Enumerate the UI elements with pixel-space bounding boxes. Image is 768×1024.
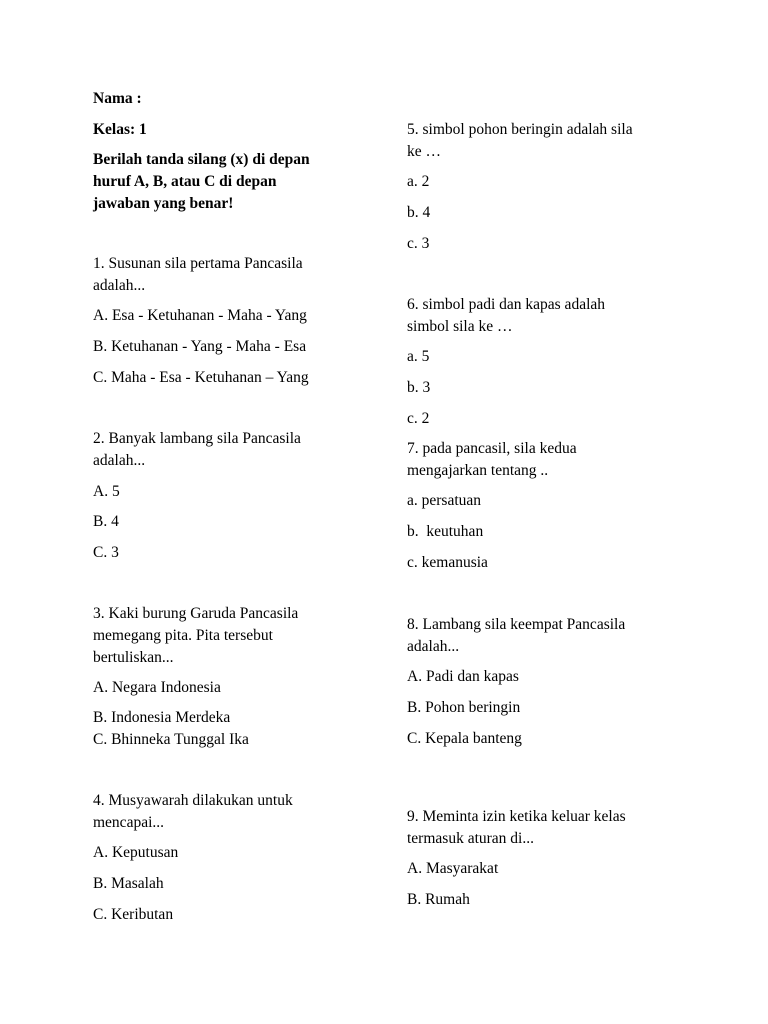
- question-2-option-b: B. 4: [93, 513, 119, 530]
- nama-label: Nama :: [93, 90, 142, 107]
- question-6-text: 6. simbol padi dan kapas adalah: [407, 296, 606, 313]
- question-3-option-b: B. Indonesia Merdeka: [93, 709, 231, 726]
- question-3-text: memegang pita. Pita tersebut: [93, 627, 273, 644]
- kelas-label: Kelas: 1: [93, 121, 147, 138]
- question-3-option-c: C. Bhinneka Tunggal Ika: [93, 731, 249, 748]
- question-7-text: mengajarkan tentang ..: [407, 462, 549, 479]
- question-6-option-c: c. 2: [407, 410, 430, 427]
- question-4-text: mencapai...: [93, 814, 165, 831]
- question-8-option-b: B. Pohon beringin: [407, 699, 521, 716]
- question-8-text: 8. Lambang sila keempat Pancasila: [407, 616, 626, 633]
- question-9-text: termasuk aturan di...: [407, 830, 534, 847]
- question-2-text: adalah...: [93, 452, 146, 469]
- question-6-option-a: a. 5: [407, 348, 430, 365]
- question-8-text: adalah...: [407, 638, 460, 655]
- question-2-text: 2. Banyak lambang sila Pancasila: [93, 430, 301, 447]
- question-2-option-a: A. 5: [93, 483, 120, 500]
- question-3-option-a: A. Negara Indonesia: [93, 679, 221, 696]
- question-8-option-a: A. Padi dan kapas: [407, 668, 519, 685]
- question-4-option-b: B. Masalah: [93, 875, 164, 892]
- question-5-option-a: a. 2: [407, 173, 430, 190]
- instruction-line: huruf A, B, atau C di depan: [93, 173, 277, 190]
- question-5-option-b: b. 4: [407, 204, 431, 221]
- question-3-text: 3. Kaki burung Garuda Pancasila: [93, 605, 299, 622]
- question-6-text: simbol sila ke …: [407, 318, 513, 335]
- question-5-option-c: c. 3: [407, 235, 430, 252]
- question-6-option-b: b. 3: [407, 379, 431, 396]
- question-1-option-c: C. Maha - Esa - Ketuhanan – Yang: [93, 369, 309, 386]
- question-1-option-b: B. Ketuhanan - Yang - Maha - Esa: [93, 338, 307, 355]
- instruction-line: jawaban yang benar!: [93, 195, 234, 212]
- question-7-text: 7. pada pancasil, sila kedua: [407, 440, 577, 457]
- question-8-option-c: C. Kepala banteng: [407, 730, 522, 747]
- question-2-option-c: C. 3: [93, 544, 119, 561]
- question-7-option-c: c. kemanusia: [407, 554, 488, 571]
- question-1-text: 1. Susunan sila pertama Pancasila: [93, 255, 303, 272]
- question-5-text: 5. simbol pohon beringin adalah sila: [407, 121, 633, 138]
- question-7-option-a: a. persatuan: [407, 492, 482, 509]
- question-4-text: 4. Musyawarah dilakukan untuk: [93, 792, 293, 809]
- question-1-text: adalah...: [93, 277, 146, 294]
- question-4-option-c: C. Keributan: [93, 906, 174, 923]
- question-1-option-a: A. Esa - Ketuhanan - Maha - Yang: [93, 307, 307, 324]
- question-4-option-a: A. Keputusan: [93, 844, 179, 861]
- question-5-text: ke …: [407, 143, 442, 160]
- instruction-line: Berilah tanda silang (x) di depan: [93, 151, 310, 168]
- question-7-option-b: b. keutuhan: [407, 523, 484, 540]
- question-9-text: 9. Meminta izin ketika keluar kelas: [407, 808, 626, 825]
- question-3-text: bertuliskan...: [93, 649, 174, 666]
- question-9-option-a: A. Masyarakat: [407, 860, 499, 877]
- question-9-option-b: B. Rumah: [407, 891, 470, 908]
